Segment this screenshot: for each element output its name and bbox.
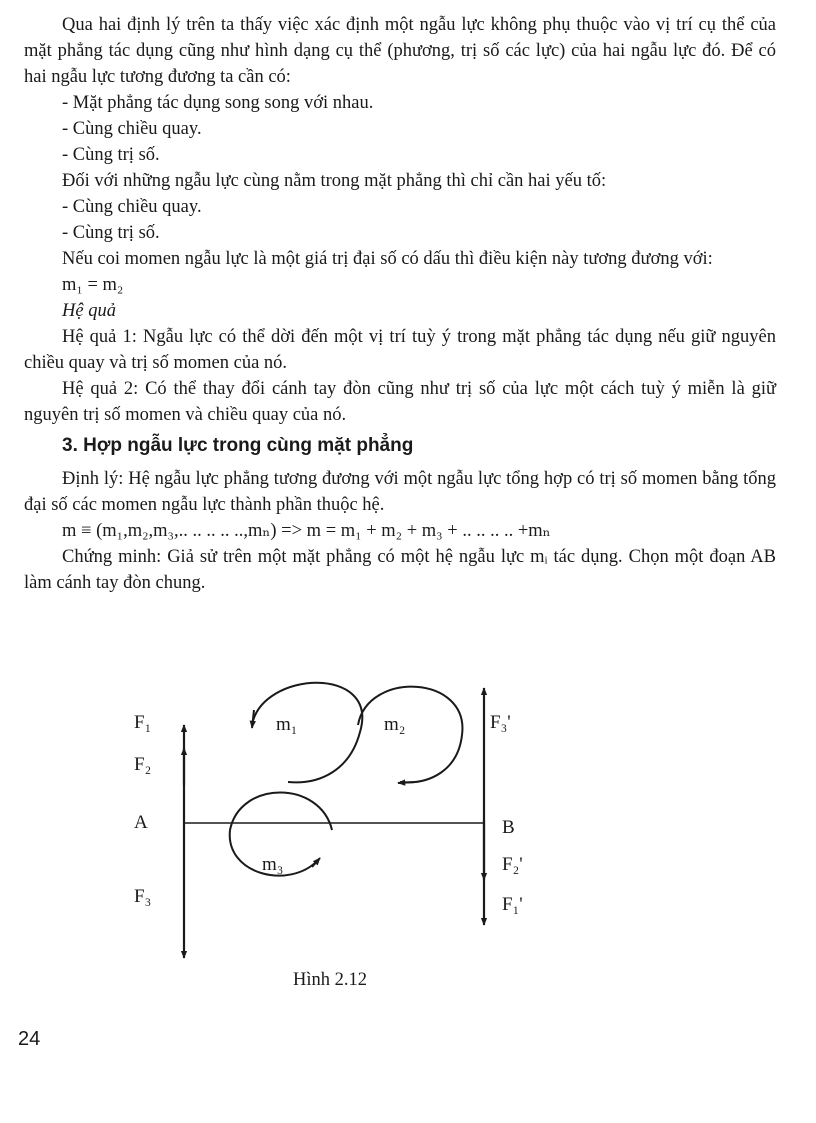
paragraph-algebraic-moment: Nếu coi momen ngẫu lực là một giá trị đại số có dấu thì điều kiện này tương đương với: [62,249,713,269]
label-F3: F₃ [134,886,152,907]
section-heading: 3. Hợp ngẫu lực trong cùng mặt phẳng [62,435,414,456]
paragraph-same-plane: Đối với những ngẫu lực cùng nằm trong mặt phẳng thì chỉ cần hai yếu tố: [62,171,607,191]
paragraph-equivalence-intro: Qua hai định lý trên ta thấy việc xác định một ngẫu lực không phụ thuộc vào vị trí cụ thể của mặt phẳng tác dụng cũng như hình dạng cụ thể (phương, trị số các lực) của hai ngẫu lực đó. Để có hai ngẫu lực tương đương ta cần có: [24,15,776,87]
consequence-2: Hệ quả 2: Có thể thay đổi cánh tay đòn cũng như trị số của lực một cách tuỳ ý miễn là giữ nguyên trị số momen và chiều quay của nó. [24,379,776,425]
label-m3: m₃ [262,854,284,875]
moment-m3-arrowhead [312,858,320,867]
theorem-text: Định lý: Hệ ngẫu lực phẳng tương đương với một ngẫu lực tổng hợp có trị số momen bằng tổng đại số các momen ngẫu lực thành phần thuộc hệ. [24,469,776,515]
label-A: A [134,812,148,833]
label-F2-prime: F₂' [502,854,523,875]
moment-m2-arrowhead [398,782,415,783]
label-F2: F₂ [134,754,152,775]
label-m2: m₂ [384,714,406,735]
consequence-title: Hệ quả [62,301,116,321]
condition-same-rotation: - Cùng chiều quay. [62,119,202,139]
moment-m1-arrowhead [252,710,254,728]
label-m1: m₁ [276,714,298,735]
moment-m1-arc [252,683,362,783]
couple-diagram [0,670,816,1000]
figure-2-12 [0,670,816,1000]
condition-same-value-2: - Cùng trị số. [62,223,160,243]
page-number: 24 [18,1028,41,1050]
label-F1: F₁ [134,712,152,733]
proof-text: Chứng minh: Giả sử trên một mặt phẳng có một hệ ngẫu lực mᵢ tác dụng. Chọn một đoạn AB làm cánh tay đòn chung. [24,547,776,593]
label-B: B [502,817,515,838]
label-F1-prime: F₁' [502,894,523,915]
formula-m1-equals-m2: m₁ = m₂ [62,275,124,295]
formula-sum-moments: m ≡ (m₁,m₂,m₃,.. .. .. .. ..,mₙ) => m = m₁ + m₂ + m₃ + .. .. .. .. +mₙ [62,521,551,541]
condition-same-rotation-2: - Cùng chiều quay. [62,197,202,217]
label-F3-prime: F₃' [490,712,511,733]
condition-parallel-planes: - Mặt phẳng tác dụng song song với nhau. [62,93,374,113]
figure-caption: Hình 2.12 [293,970,367,990]
condition-same-value: - Cùng trị số. [62,145,160,165]
consequence-1: Hệ quả 1: Ngẫu lực có thể dời đến một vị trí tuỳ ý trong mặt phẳng tác dụng nếu giữ nguyên chiều quay và trị số momen của nó. [24,327,776,373]
body-text [24,12,776,596]
moment-m2-arc [358,687,462,783]
